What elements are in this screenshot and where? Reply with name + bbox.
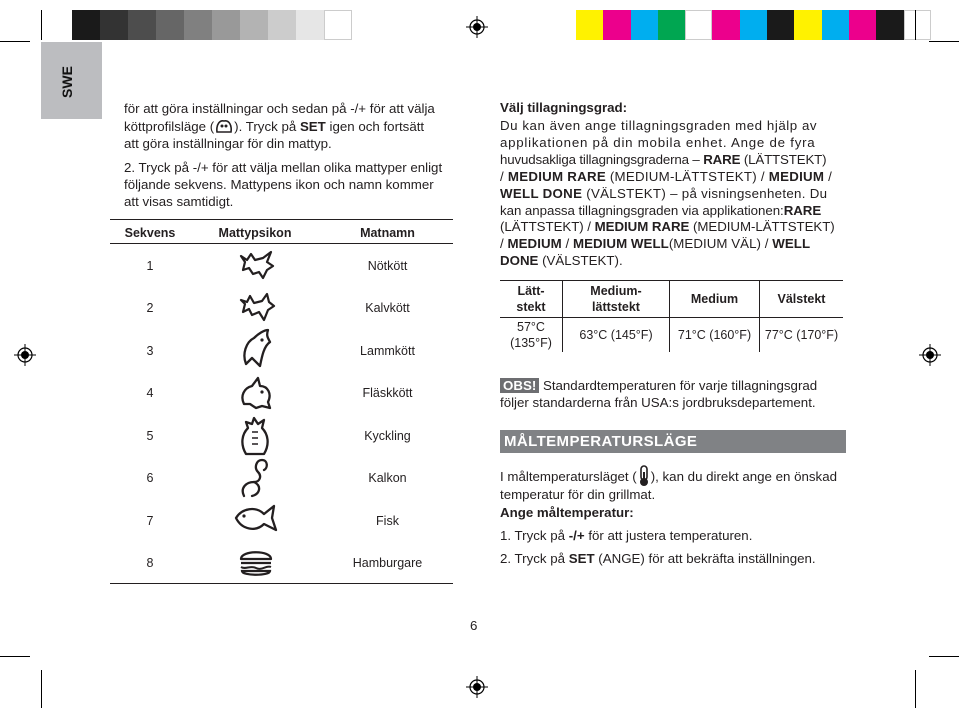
calf-icon — [237, 290, 277, 324]
table-row — [500, 281, 843, 318]
obs-badge: OBS! — [500, 378, 539, 393]
row-name: Nötkött — [367, 259, 408, 273]
crop-mark — [915, 10, 916, 40]
gray-ramp — [72, 10, 352, 40]
header-cell: Lätt- stekt — [500, 281, 563, 318]
hamburger-icon — [238, 546, 274, 578]
crop-mark — [929, 41, 959, 42]
step-1: 1. Tryck på -/+ för att justera temperaturen. — [500, 528, 753, 543]
row-seq: 4 — [146, 386, 154, 400]
value-cell: 63°C (145°F) — [563, 318, 670, 352]
crop-mark — [41, 670, 42, 708]
language-tab — [41, 42, 102, 119]
target-temp-subheading: Ange måltemperatur: — [500, 505, 634, 520]
registration-mark-icon — [919, 344, 941, 366]
registration-mark-icon — [14, 344, 36, 366]
cow-icon — [237, 248, 277, 282]
row-seq: 5 — [146, 429, 154, 443]
color-bar — [576, 10, 931, 40]
row-name: Kalkon — [368, 471, 407, 485]
value-cell: 71°C (160°F) — [670, 318, 760, 352]
registration-mark-icon — [466, 16, 488, 38]
value-cell: 57°C (135°F) — [500, 318, 563, 352]
row-name: Kyckling — [364, 429, 411, 443]
target-temp-paragraph: I måltemperatursläget ( ), kan du direkt ange en önskad temperatur för din grillmat. — [500, 465, 850, 504]
row-name: Fisk — [376, 514, 399, 528]
row-seq: 6 — [146, 471, 154, 485]
crop-mark — [0, 656, 30, 657]
registration-mark-icon — [466, 676, 488, 698]
doneness-paragraph: Du kan även ange tillagningsgraden med hjälp av applikationen på din mobila enhet. Ange de fyra huvudsakliga tillagningsgraderna – RARE (LÄTTSTEKT) / MEDIUM RARE (MEDIUM-LÄTTSTEKT) / MEDIUM / WELL DONE (VÄLSTEKT) – på visningsenheten. Du kan anpassa tillagningsgraden via applikationen:RARE (LÄTTSTEKT) / MEDIUM RARE (MEDIUM-LÄTTSTEKT) / MEDIUM / MEDIUM WELL(MEDIUM VÄL) / WELL DONE (VÄLSTEKT). — [500, 118, 835, 269]
doneness-title: Välj tillagningsgrad: — [500, 100, 628, 115]
thermometer-icon — [637, 465, 651, 487]
crop-mark — [915, 670, 916, 708]
section-heading: MÅLTEMPERATURSLÄGE — [500, 430, 846, 453]
left-paragraph: för att göra inställningar och sedan på -/+ för att välja köttprofilsläge ( ). Tryck på SET igen och fortsätt att göra inställningar för din mattyp. 2. Tryck på -/+ för att välja mellan olika mattyper enligt följande sekvens. Mattypens ikon och namn kommer att visas samtidigt. — [124, 101, 443, 209]
header-cell: Medium- lättstekt — [563, 281, 670, 318]
table-rule — [110, 583, 453, 584]
lamb-icon — [238, 328, 274, 368]
table-row — [500, 318, 843, 352]
value-cell: 77°C (170°F) — [760, 318, 844, 352]
row-seq: 8 — [146, 556, 154, 570]
chicken-icon — [238, 414, 274, 456]
table-header-sekvens: Sekvens — [124, 226, 176, 240]
crop-mark — [0, 41, 30, 42]
row-name: Kalvkött — [365, 301, 410, 315]
turkey-icon — [238, 456, 274, 498]
doneness-table — [500, 280, 843, 352]
table-header-mattypsikon: Mattypsikon — [218, 226, 292, 240]
row-name: Hamburgare — [352, 556, 423, 570]
meat-profile-icon — [214, 118, 234, 134]
table-header-matnamn: Matnamn — [360, 226, 415, 240]
header-cell: Medium — [670, 281, 760, 318]
fish-icon — [234, 502, 278, 536]
row-name: Fläskkött — [362, 386, 413, 400]
crop-mark — [41, 10, 42, 40]
note: OBS! Standardtemperaturen för varje tillagningsgrad följer standarderna från USA:s jordbruksdepartement. — [500, 378, 818, 410]
page-number: 6 — [470, 618, 478, 633]
row-seq: 1 — [146, 259, 154, 273]
pig-icon — [238, 374, 274, 412]
step-2: 2. Tryck på SET (ANGE) för att bekräfta inställningen. — [500, 551, 816, 566]
row-seq: 2 — [146, 301, 154, 315]
crop-mark — [929, 656, 959, 657]
table-rule — [110, 243, 453, 244]
row-name: Lammkött — [360, 344, 415, 358]
row-seq: 3 — [146, 344, 154, 358]
row-seq: 7 — [146, 514, 154, 528]
table-rule — [110, 219, 453, 220]
header-cell: Välstekt — [760, 281, 844, 318]
language-label: SWE — [59, 66, 75, 98]
